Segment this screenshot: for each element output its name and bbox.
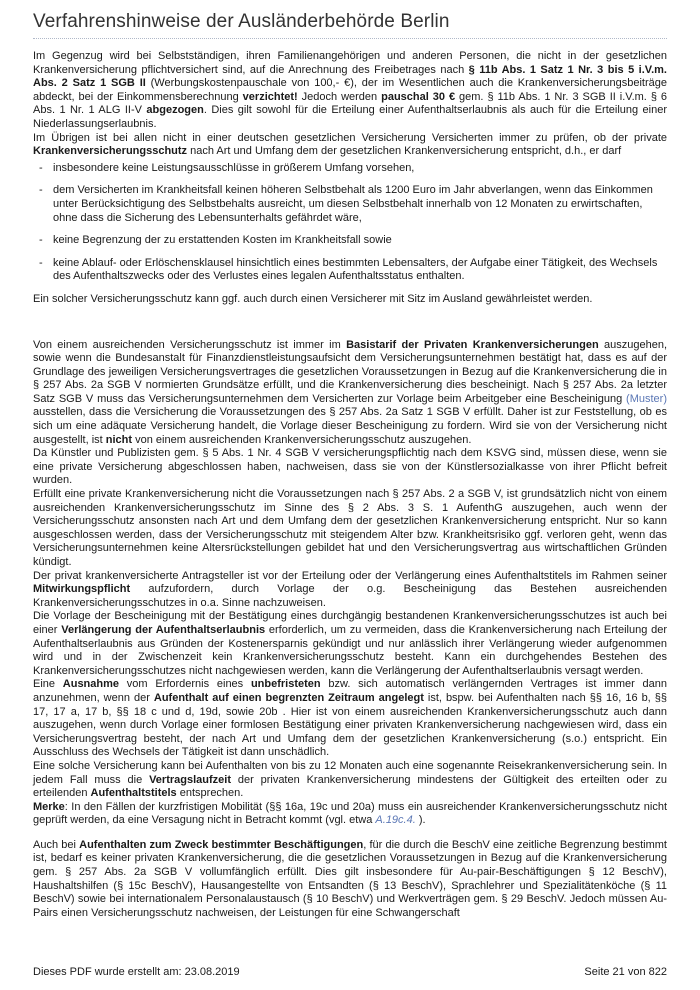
document-title: Verfahrenshinweise der Ausländerbehörde Berlin bbox=[33, 11, 450, 32]
paragraph-requirements-not-met: Erfüllt eine private Krankenversicherung nicht die Voraussetzungen nach § 257 Abs. 2 a SGB V, ist grundsätzlich nicht von einem ausreichenden Krankenversicherungsschutz im Sinne des § 2 Abs. 3 S. 1 AufenthG auszugehen, auch wenn der Versicherungsschutz ansonsten nach Art und dem Umfang dem der gesetzlichen Krankenversicherung entspricht. Nur so kann ausgeschlossen werden, dass der Versicherungsschutz mit steigendem Alter bzw. Krankheitsrisiko ggf. verloren geht, wenn das Versicherungsunternehmen keine Altersrückstellungen gebildet hat und den Versicherungsvertrag aus wirtschaftlichen Gründen kündigt. bbox=[33, 488, 667, 568]
a19c4-link[interactable]: A.19c.4. bbox=[375, 814, 416, 827]
list-item: - keine Begrenzung der zu erstattenden Kosten im Krankheitsfall sowie bbox=[39, 234, 392, 247]
paragraph-basistarif: Von einem ausreichenden Versicherungsschutz ist immer im Basistarif der Privaten Krankenversicherungen auszugehen, sowie wenn die Bundesanstalt für Finanzdienstleistungsaufsicht dem Versicherungsunternehmen bestätigt hat, dass es auf der Grundlage des jeweiligen Versicherungsvertrages die gesetzlichen Voraussetzungen in Bezug auf die Krankenversicherung die in § 257 Abs. 2a SGB V normierten Grundsätze erfüllt, und die Krankenversicherung dies bescheinigt. Nach § 257 Abs. 2a letzter Satz SGB V muss das Versicherungsunternehmen dem Versicherten zur Vorlage beim Arbeitgeber eine Bescheinigung (Muster) ausstellen, dass die Versicherung die Voraussetzungen des § 257 Abs. 2a Satz 1 SGB V erfüllt. Daher ist zur Feststellung, ob es sich um eine adäquate Versicherung handelt, die Vorlage dieser Bescheinigung zu fordern. Wird sie von der Versicherung nicht ausgestellt, ist nicht von einem ausreichenden Krankenversicherungsschutz auszugehen. bbox=[33, 338, 668, 446]
paragraph-employment-stays: Auch bei Aufenthalten zum Zweck bestimmter Beschäftigungen, für die durch die BeschV eine zeitliche Begrenzung bestimmt ist, bedarf es keiner privaten Krankenversicherung, die die gesetzlichen Voraussetzungen in Bezug auf die Krankenversicherung gem. § 257 Abs. 2a SGB V vollumfänglich erfüllt. Dies gilt insbesondere für Au-pair-Beschäftigungen § 12 BeschV), Haushaltshilfen (§ 15c BeschV), Hausangestellte von Entsandten (§ 13 BeschV), Sprachlehrer und Spezialitätenköche (§ 11 BeschV) sowie bei internationalem Personalaustausch (§ 10 BeschV) und Werkverträgen gem. § 29 BeschV. Jedoch müssen Au-Pairs einen Versicherungsschutz nachweisen, der Leistungen für eine Schwangerschaft bbox=[33, 838, 667, 919]
paragraph-cooperation-duty: Der privat krankenversicherte Antragsteller ist vor der Erteilung oder der Verlängerung eines Aufenthaltstitels im Rahmen seiner Mitwirkungspflicht aufzufordern, durch Vorlage der o.g. Bescheinigung das Bestehen ausreichenden Krankenversicherungsschutzes in o.a. Sinne nachzuweisen. bbox=[33, 569, 667, 609]
paragraph-extension: Die Vorlage der Bescheinigung mit der Bestätigung eines durchgängig bestandenen Krankenversicherungsschutzes ist auch bei einer Verlängerung der Aufenthaltserlaubnis erforderlich, um zu vermeiden, dass die Krankenversicherung nach Erteilung der Aufenthaltserlaubnis aus Gründen der Kostenersparnis gekündigt und nur anlässlich ihrer Verlängerung wieder aufgenommen wird und in der Zwischenzeit kein Krankenversicherungsschutz besteht. Kann ein durchgehendes Bestehen des Krankenversicherungsschutzes nicht nachgewiesen werden, kann die Verlängerung der Aufenthaltserlaubnis versagt werden. bbox=[33, 610, 667, 677]
list-item: - insbesondere keine Leistungsausschlüsse in größerem Umfang vorsehen, bbox=[39, 161, 415, 174]
page-number: Seite 21 von 822 bbox=[584, 966, 667, 978]
muster-link[interactable]: (Muster) bbox=[626, 392, 667, 405]
paragraph-foreign-insurer: Ein solcher Versicherungsschutz kann ggf. auch durch einen Versicherer mit Sitz im Ausland gewährleistet werden. bbox=[33, 292, 593, 305]
page-header bbox=[33, 8, 667, 39]
paragraph-travel-insurance: Eine solche Versicherung kann bei Aufenthalten von bis zu 12 Monaten auch eine sogenannte Reisekrankenversicherung sein. In jedem Fall muss die Vertragslaufzeit der privaten Krankenversicherung mindestens der Gültigkeit des erteilten oder zu erteilenden Aufenthaltstitels entsprechen. bbox=[33, 759, 667, 800]
requirements-list bbox=[33, 162, 667, 284]
document-body bbox=[33, 50, 667, 920]
paragraph-artists: Da Künstler und Publizisten gem. § 5 Abs. 1 Nr. 4 SGB V versicherungspflichtig nach dem KSVG sind, müssen diese, wenn sie eine private Versicherung abgeschlossen haben, nachweisen, dass sie von der Künstlersozialkasse von ihrer Pflicht befreit wurden. bbox=[33, 447, 667, 487]
list-item: - dem Versicherten im Krankheitsfall keinen höheren Selbstbehalt als 1200 Euro im Jahr abverlangen, wenn das Einkommen unter Berücksichtigung des Selbstbehalts ausreicht, um diesen Selbstbehalt innerhalb von 12 Monaten zu erwirtschaften, ohne dass die Sicherung des Lebensunterhalts gefährdet wäre, bbox=[39, 184, 653, 224]
page-footer bbox=[33, 966, 667, 982]
dash-bullet: - bbox=[39, 161, 43, 174]
dash-bullet: - bbox=[39, 234, 43, 247]
paragraph-self-employed: Im Gegenzug wird bei Selbstständigen, ihren Familienangehörigen und anderen Personen, die nicht in der gesetzlichen Krankenversicherung pflichtversichert sind, auf die Anrechnung des Freibetrages nach § 11b Abs. 1 Satz 1 Nr. 3 bis 5 i.V.m. Abs. 2 Satz 1 SGB II (Werbungskostenpauschale von 100,- €), der im Wesentlichen auch die Krankenversicherungsbeiträge abdeckt, bei der Einkommensberechnung verzichtet! Jedoch werden pauschal 30 € gem. § 11b Abs. 1 Nr. 3 SGB II i.V.m. § 6 Abs. 1 Nr. 1 ALG II-V abgezogen. Dies gilt sowohl für die Erteilung einer Aufenthaltserlaubnis als auch für die Erteilung einer Niederlassungserlaubnis. bbox=[33, 50, 668, 130]
creation-date: Dieses PDF wurde erstellt am: 23.08.2019 bbox=[33, 966, 240, 978]
dash-bullet: - bbox=[39, 256, 43, 269]
paragraph-merke: Merke: In den Fällen der kurzfristigen Mobilität (§§ 16a, 19c und 20a) muss ein ausreichender Krankenversicherungsschutz nicht geprüft werden, da eine Versagung nicht in Betracht kommt (vgl. etwa A.19c.4. ). bbox=[33, 800, 667, 827]
paragraph-private-insurance-check: Im Übrigen ist bei allen nicht in einer deutschen gesetzlichen Versicherung Versicherten immer zu prüfen, ob der private Krankenversicherungsschutz nach Art und Umfang dem der gesetzlichen Krankenversicherung entspricht, d.h., er darf bbox=[33, 131, 667, 158]
dash-bullet: - bbox=[39, 184, 43, 197]
list-item: - keine Ablauf- oder Erlöschensklausel hinsichtlich eines bestimmten Lebensalters, der Aufgabe einer Tätigkeit, des Wechsels des Aufenthaltszwecks oder des Verlustes eines legalen Aufenthaltsstatus enthalten. bbox=[39, 256, 658, 283]
paragraph-exception: Eine Ausnahme vom Erfordernis eines unbefristeten bzw. sich automatisch verlängernden Vertrages ist immer dann anzunehmen, wenn der Aufenthalt auf einen begrenzten Zeitraum angelegt ist, bspw. bei Aufenthalten nach §§ 16, 16 b, §§ 17, 17 a, 17 b, §§ 18 c und d, 19d, sowie 20b . Hier ist von einem ausreichenden Krankenversicherungsschutz auch dann auszugehen, wenn durch Vorlage einer formlosen Bestätigung einer privaten Krankenversicherung nachgewiesen wird, dass ein Versicherungsvertrag besteht, der nach Art und Umfang dem der gesetzlichen Krankenversicherung (s.o.) entspricht. Ein Ausschluss des Wechsels der Tätigkeit ist dann unschädlich. bbox=[33, 678, 667, 759]
